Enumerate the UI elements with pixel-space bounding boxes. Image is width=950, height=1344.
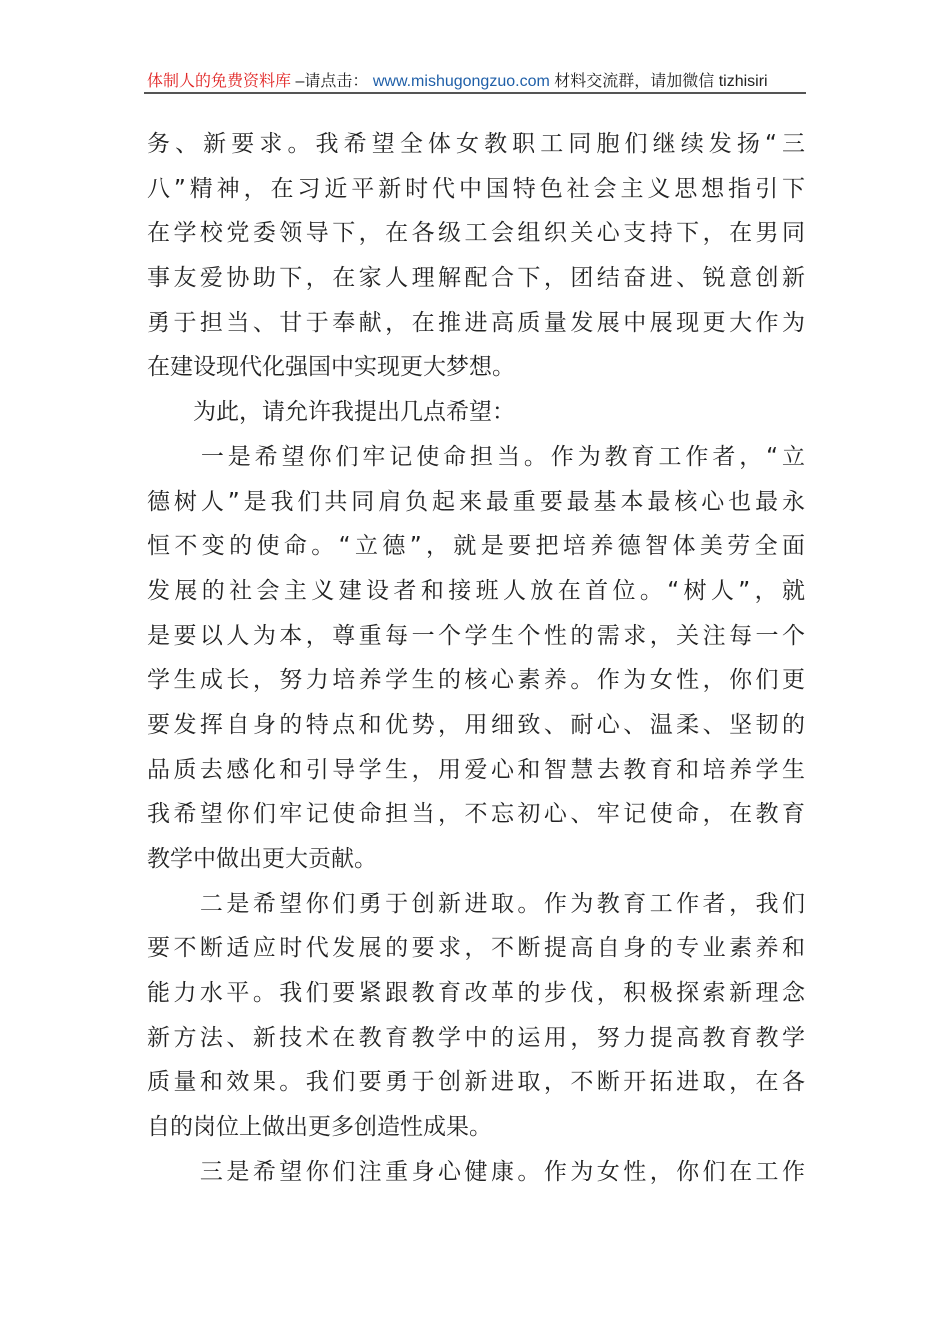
text-line: 要发挥自身的特点和优势，用细致、耐心、温柔、坚韧的 (147, 711, 805, 738)
text-line: 在学校党委领导下，在各级工会组织关心支持下，在男同 (147, 220, 805, 247)
text-line: 新方法、新技术在教育教学中的运用，努力提高教育教学 (147, 1024, 805, 1051)
site-url-link[interactable]: www.mishugongzuo.com (372, 73, 550, 90)
text-line: 能力水平。我们要紧跟教育改革的步伐，积极探索新理念 (147, 980, 805, 1007)
text-line: 教学中做出更大贡献。 (147, 846, 377, 872)
text-line: 学生成长，努力培养学生的核心素养。作为女性，你们更 (147, 667, 805, 694)
text-line: 德树人”是我们共同肩负起来最重要最基本最核心也最永 (147, 488, 805, 515)
text-line: 要不断适应时代发展的要求，不断提高自身的专业素养和 (147, 935, 805, 962)
text-line: 务、新要求。我希望全体女教职工同胞们继续发扬“三 (147, 131, 805, 157)
header-divider (144, 92, 806, 94)
site-name: 体制人的免费资料库 (147, 73, 292, 90)
text-line: 质量和效果。我们要勇于创新进取，不断开拓进取，在各 (147, 1069, 805, 1096)
text-line: 八”精神，在习近平新时代中国特色社会主义思想指引下 (147, 175, 805, 202)
header-suffix: 材料交流群，请加微信 tizhisiri (554, 73, 768, 90)
text-line: 发展的社会主义建设者和接班人放在首位。“树人”，就 (147, 577, 805, 604)
text-line: 品质去感化和引导学生，用爱心和智慧去教育和培养学生 (147, 756, 805, 783)
text-line: 恒不变的使命。“立德”，就是要把培养德智体美劳全面 (147, 533, 805, 560)
text-line: 是要以人为本，尊重每一个学生个性的需求，关注每一个 (147, 622, 805, 649)
text-line: 三是希望你们注重身心健康。作为女性，你们在工作 (147, 1158, 805, 1185)
text-line: 事友爱协助下，在家人理解配合下，团结奋进、锐意创新 (147, 265, 805, 292)
text-line: 一是希望你们牢记使命担当。作为教育工作者，“立 (147, 443, 805, 470)
header-prompt: –请点击： (295, 73, 369, 90)
text-line: 我希望你们牢记使命担当，不忘初心、牢记使命，在教育 (147, 801, 805, 828)
text-line: 在建设现代化强国中实现更大梦想。 (147, 354, 515, 381)
text-line: 勇于担当、甘于奉献，在推进高质量发展中展现更大作为 (147, 309, 805, 336)
page-header (147, 68, 807, 91)
document-body (147, 128, 805, 1201)
text-line: 为此，请允许我提出几点希望： (147, 399, 515, 426)
text-line: 自的岗位上做出更多创造性成果。 (147, 1114, 492, 1141)
text-line: 二是希望你们勇于创新进取。作为教育工作者，我们 (147, 890, 805, 917)
